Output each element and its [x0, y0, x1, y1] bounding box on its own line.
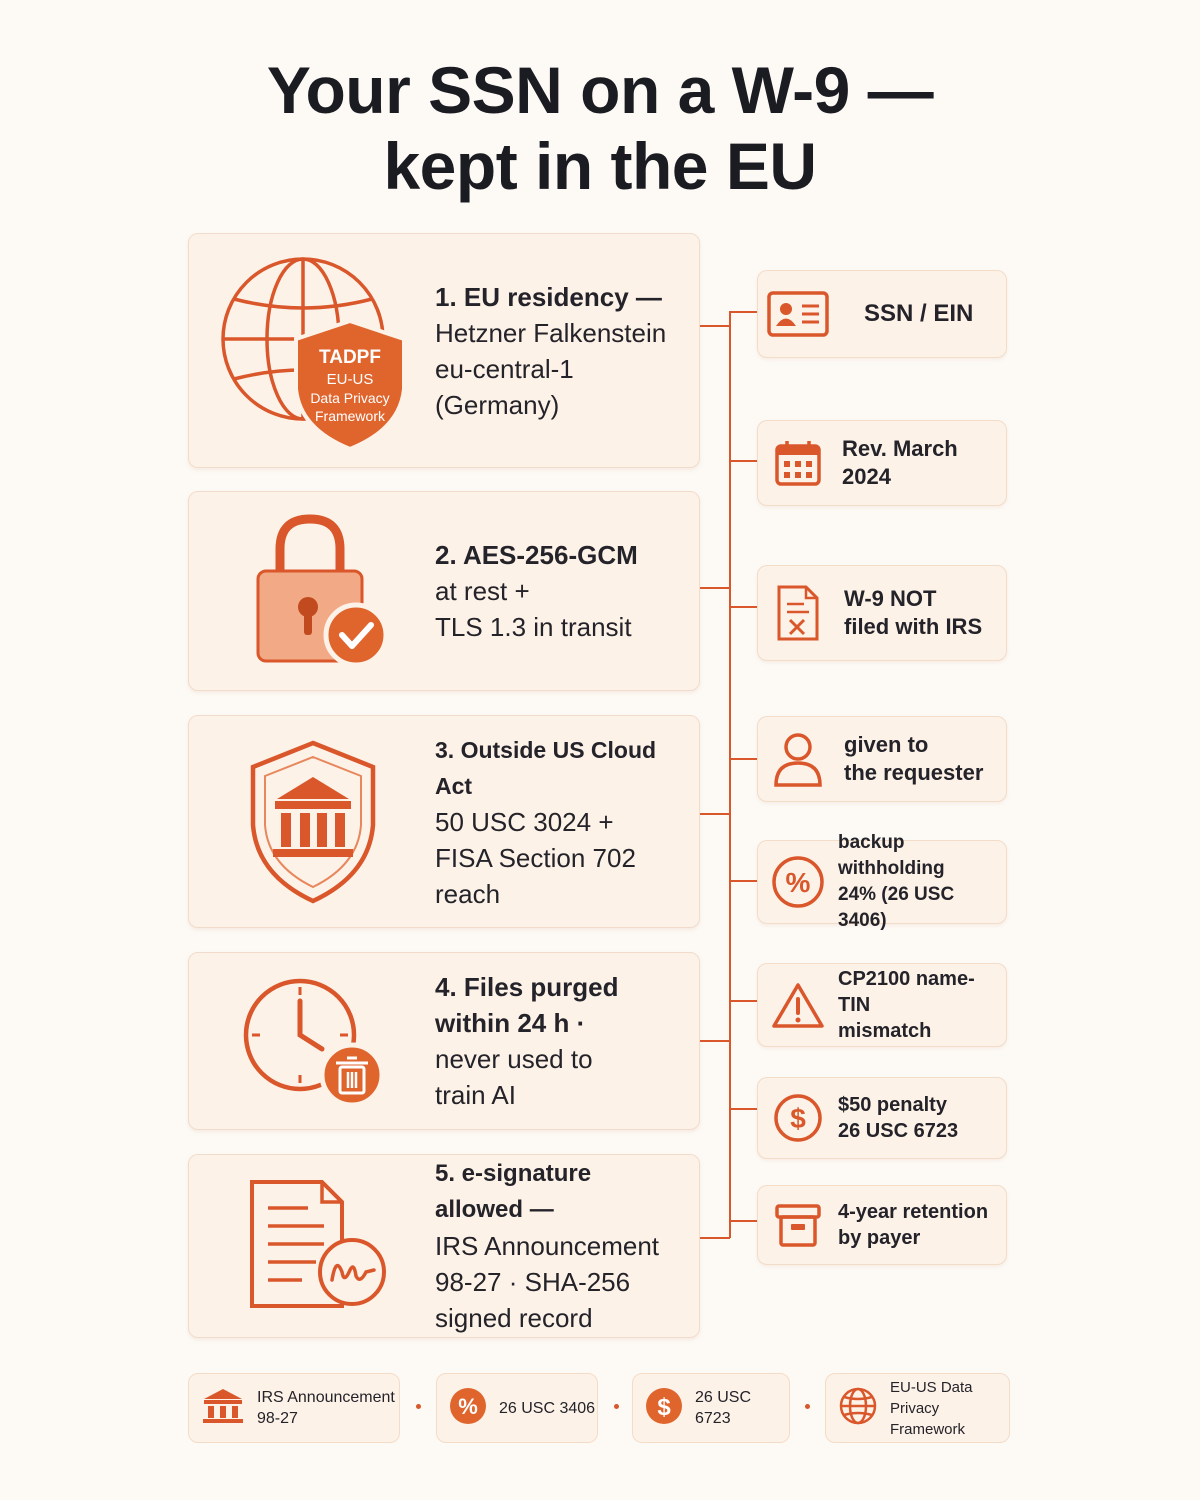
fact-backup-withholding: [757, 832, 1007, 931]
footer-eu-us-dpf: [825, 1373, 1010, 1443]
card-line: signed record: [435, 1303, 593, 1333]
fact-label: [842, 435, 1006, 491]
card-heading: 2. AES-256-GCM: [435, 540, 638, 570]
fact-revision: [757, 420, 1007, 506]
connector-fact-3: [729, 606, 758, 608]
card-text: [435, 492, 685, 690]
svg-text:$: $: [657, 1393, 671, 1421]
card-heading: 3. Outside US Cloud Act: [435, 736, 657, 799]
fact-w9-not-filed: [757, 565, 1007, 661]
footer-line-2: 98-27: [257, 1410, 298, 1427]
dollar-icon: [758, 1093, 838, 1143]
badge-line-3: Framework: [314, 407, 386, 424]
card-encryption: [188, 491, 700, 691]
fact-label: [864, 300, 973, 328]
document-x-icon: [758, 584, 838, 642]
card-line: train AI: [435, 1080, 516, 1110]
card-heading: 1. EU residency —: [435, 281, 662, 312]
card-text: [435, 234, 685, 467]
fact-line-1: Rev. March 2024: [842, 436, 958, 489]
card-heading: 4. Files purged: [435, 972, 619, 1002]
connector-fact-6: [729, 1000, 758, 1002]
globe-shield-icon: [213, 234, 413, 467]
percent-circle-icon: [449, 1387, 487, 1430]
connector-card-1: [700, 325, 730, 327]
connector-fact-1: [729, 311, 758, 313]
card-purge: [188, 952, 700, 1130]
svg-text:$: $: [790, 1103, 806, 1134]
fact-label: [838, 830, 1006, 934]
connector-fact-7: [729, 1108, 758, 1110]
fact-line-2: filed with IRS: [844, 614, 983, 639]
card-line: (Germany): [435, 389, 560, 420]
fact-line-2: 24% (26 USC 3406): [838, 884, 955, 931]
document-signature-icon: [213, 1155, 413, 1337]
fact-line-2: the requester: [844, 760, 984, 785]
fact-label: [838, 966, 1006, 1044]
separator-dot: [614, 1404, 619, 1409]
card-line: never used to: [435, 1044, 593, 1074]
fact-label: [844, 731, 983, 787]
card-line: FISA Section 702: [435, 842, 636, 873]
card-line: within 24 h ·: [435, 1008, 586, 1038]
dollar-circle-icon: [645, 1387, 683, 1430]
globe-icon: [838, 1386, 878, 1431]
fact-label: [844, 585, 982, 641]
card-line: Hetzner Falkenstein: [435, 317, 667, 348]
connector-card-3: [700, 813, 730, 815]
percent-icon: [758, 855, 838, 909]
fact-line-1: CP2100 name-TIN: [838, 968, 975, 1016]
connector-card-4: [700, 1040, 730, 1042]
card-line: 98-27 · SHA-256: [435, 1267, 631, 1297]
fact-given-to-requester: [757, 716, 1007, 802]
calendar-icon: [758, 438, 838, 488]
connector-spine: [729, 311, 731, 1238]
connector-fact-4: [729, 758, 758, 760]
footer-label: [695, 1387, 789, 1429]
card-cloud-act: [188, 715, 700, 928]
fact-penalty: [757, 1077, 1007, 1159]
svg-text:%: %: [458, 1393, 478, 1419]
footer-line-1: 26 USC 3406: [499, 1399, 596, 1417]
footer-line-1: 26 USC 6723: [695, 1389, 752, 1427]
fact-line-1: SSN / EIN: [864, 300, 974, 327]
card-text: [435, 953, 685, 1129]
card-e-signature: [188, 1154, 700, 1338]
bank-icon: [201, 1387, 245, 1430]
footer-line-1: IRS Announcement: [257, 1389, 395, 1406]
title-line-1: Your SSN on a W-9 —: [266, 53, 934, 127]
card-text: [435, 716, 685, 927]
badge-line-2: Data Privacy: [310, 389, 390, 406]
padlock-check-icon: [213, 492, 413, 690]
bank-shield-icon: [213, 716, 413, 927]
card-line: TLS 1.3 in transit: [435, 612, 632, 642]
card-line: eu-central-1: [435, 353, 574, 384]
fact-line-1: backup withholding: [838, 832, 945, 879]
fact-label: [838, 1092, 958, 1144]
card-line: IRS Announcement: [435, 1231, 660, 1261]
warning-icon: [758, 981, 838, 1029]
footer-line-1: EU-US Data: [890, 1378, 973, 1396]
connector-fact-5: [729, 880, 758, 882]
footer-label: [499, 1398, 595, 1419]
fact-line-2: by payer: [838, 1227, 921, 1249]
fact-ssn-ein: [757, 270, 1007, 358]
fact-line-2: mismatch: [838, 1020, 932, 1042]
archive-box-icon: [758, 1202, 838, 1248]
footer-line-2: Privacy Framework: [890, 1399, 966, 1438]
fact-label: [838, 1199, 988, 1251]
card-eu-residency: [188, 233, 700, 468]
footer-26-usc-6723: [632, 1373, 790, 1443]
svg-text:%: %: [785, 867, 811, 898]
connector-fact-2: [729, 460, 758, 462]
clock-trash-icon: [213, 953, 413, 1129]
card-line: reach: [435, 878, 501, 909]
fact-line-1: 4-year retention: [838, 1201, 989, 1223]
card-line: at rest +: [435, 576, 530, 606]
fact-line-1: W-9 NOT: [844, 586, 937, 611]
title-line-2: kept in the EU: [383, 129, 817, 203]
page-title: [0, 52, 1200, 204]
fact-retention: [757, 1185, 1007, 1265]
connector-fact-8: [729, 1220, 758, 1222]
footer-label: [890, 1377, 1009, 1440]
card-text: [435, 1155, 685, 1337]
connector-card-2: [700, 587, 730, 589]
fact-line-1: given to: [844, 732, 929, 757]
badge-line-1: EU-US: [326, 370, 374, 388]
separator-dot: [416, 1404, 421, 1409]
connector-card-5: [700, 1237, 730, 1239]
fact-line-2: 26 USC 6723: [838, 1120, 959, 1142]
id-card-icon: [758, 289, 838, 339]
separator-dot: [805, 1404, 810, 1409]
footer-irs-announcement: [188, 1373, 400, 1443]
user-icon: [758, 731, 838, 787]
fact-line-1: $50 penalty: [838, 1094, 947, 1116]
card-line: 50 USC 3024 +: [435, 806, 614, 837]
footer-label: [257, 1387, 395, 1429]
footer-26-usc-3406: [436, 1373, 598, 1443]
card-heading: 5. e-signature allowed —: [435, 1160, 592, 1223]
badge-title: TADPF: [319, 346, 381, 368]
fact-cp2100-mismatch: [757, 963, 1007, 1047]
